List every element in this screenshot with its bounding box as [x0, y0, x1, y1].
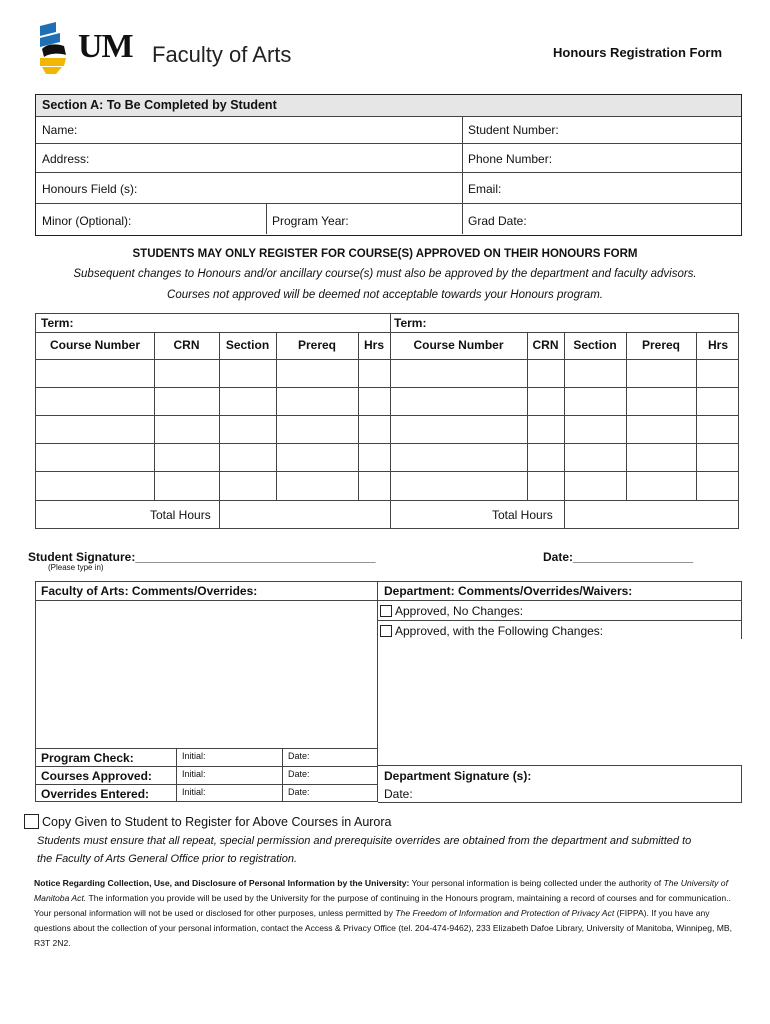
- program-check-date[interactable]: Date:: [288, 751, 310, 761]
- copy-given-option[interactable]: [24, 814, 392, 829]
- approved-no-changes-option[interactable]: [380, 604, 523, 618]
- overrides-entered-date[interactable]: Date:: [288, 787, 310, 797]
- section-a-panel: [35, 94, 742, 236]
- honours-field-input[interactable]: Honours Field (s):: [42, 182, 138, 196]
- grad-date-field[interactable]: Grad Date:: [468, 214, 527, 228]
- overrides-instruction-line-1: Students must ensure that all repeat, special permission and prerequisite overrides are obtained from the department and submitted to: [37, 835, 692, 847]
- total-hours-right-label: Total Hours: [492, 508, 553, 522]
- privacy-text-1: Your personal information is being collected under the authority of: [409, 878, 664, 888]
- register-notice: STUDENTS MAY ONLY REGISTER FOR COURSE(S) APPROVED ON THEIR HONOURS FORM: [132, 248, 638, 260]
- checkbox-icon[interactable]: [380, 625, 392, 637]
- courses-approved-date[interactable]: Date:: [288, 769, 310, 779]
- total-hours-left-label: Total Hours: [150, 508, 211, 522]
- col-prereq-right: Prereq: [641, 338, 681, 352]
- term-right-label: Term:: [394, 316, 427, 330]
- col-course-number: Course Number: [49, 338, 141, 352]
- privacy-text-2: The information you provide will be used by the University for the purpose of continuing in the Honours program, maintaining a record of courses and for communication.. Your personal information will not be used or disclosed for other purposes, unless permitted by: [34, 893, 731, 918]
- col-section: Section: [225, 338, 270, 352]
- form-title: Honours Registration Form: [553, 45, 723, 60]
- col-hrs: Hrs: [363, 338, 384, 352]
- col-crn-right: CRN: [532, 338, 559, 352]
- privacy-heading: Notice Regarding Collection, Use, and Disclosure of Personal Information by the University:: [34, 878, 410, 888]
- approved-with-changes-option[interactable]: [380, 624, 603, 638]
- logo-faculty-text: Faculty of Arts: [152, 42, 292, 67]
- section-a-title: Section A: To Be Completed by Student: [42, 98, 277, 112]
- signature-note: (Please type in): [48, 563, 104, 572]
- privacy-act-2: The Freedom of Information and Protection of Privacy Act: [395, 908, 615, 918]
- department-signature-label: Department Signature (s):: [384, 769, 532, 783]
- approved-with-changes-label: Approved, with the Following Changes:: [395, 624, 604, 638]
- minor-field[interactable]: Minor (Optional):: [42, 214, 132, 228]
- course-table: [35, 313, 739, 529]
- address-field[interactable]: Address:: [42, 152, 90, 166]
- col-crn: CRN: [173, 338, 200, 352]
- overrides-entered-initial[interactable]: Initial:: [182, 787, 206, 797]
- student-number-field[interactable]: Student Number:: [468, 123, 559, 137]
- col-course-number-right: Course Number: [413, 338, 504, 352]
- checkbox-icon[interactable]: [380, 605, 392, 617]
- col-hrs-right: Hrs: [707, 338, 728, 352]
- privacy-text-3: (FIPPA). If you have any questions about the collection of your personal information, contact the Access & Privacy Office (tel. 204-474-9462), 233 Elizabeth Dafoe Library, University of Manitoba, Winnipeg, MB, R3T 2N2.: [34, 908, 733, 948]
- checkbox-icon[interactable]: [24, 814, 39, 829]
- approved-no-changes-label: Approved, No Changes:: [395, 604, 524, 618]
- university-shield-logo-icon: [38, 22, 68, 74]
- program-check-initial[interactable]: Initial:: [182, 751, 206, 761]
- courses-approved-initial[interactable]: Initial:: [182, 769, 206, 779]
- name-field[interactable]: Name:: [42, 123, 78, 137]
- section-a-header: [36, 95, 741, 117]
- program-check-label: Program Check:: [41, 751, 134, 765]
- overrides-entered-label: Overrides Entered:: [41, 787, 150, 801]
- col-section-right: Section: [573, 338, 617, 352]
- program-year-field[interactable]: Program Year:: [272, 214, 349, 228]
- phone-number-field[interactable]: Phone Number:: [468, 152, 553, 166]
- logo-um-text: UM: [78, 28, 133, 65]
- department-comments-title: Department: Comments/Overrides/Waivers:: [384, 584, 633, 598]
- email-field[interactable]: Email:: [468, 182, 502, 196]
- col-prereq: Prereq: [297, 338, 337, 352]
- courses-approved-label: Courses Approved:: [41, 769, 152, 783]
- changes-notice: Subsequent changes to Honours and/or ancillary course(s) must also be approved by the department and faculty advisors.: [73, 268, 697, 280]
- faculty-comments-title: Faculty of Arts: Comments/Overrides:: [41, 584, 258, 598]
- signature-date-field[interactable]: Date:__________________: [543, 550, 694, 564]
- term-left-label: Term:: [41, 316, 74, 330]
- copy-given-label: Copy Given to Student to Register for Above Courses in Aurora: [42, 815, 392, 829]
- department-date-field[interactable]: Date:: [384, 787, 413, 801]
- student-signature-field[interactable]: Student Signature:____________________________________: [28, 550, 376, 564]
- privacy-act-1: The University of Manitoba Act.: [34, 878, 728, 903]
- overrides-instruction-line-2: the Faculty of Arts General Office prior to registration.: [37, 853, 298, 865]
- comments-panel: [35, 581, 742, 803]
- privacy-notice: [34, 876, 746, 951]
- not-approved-notice: Courses not approved will be deemed not acceptable towards your Honours program.: [167, 289, 603, 301]
